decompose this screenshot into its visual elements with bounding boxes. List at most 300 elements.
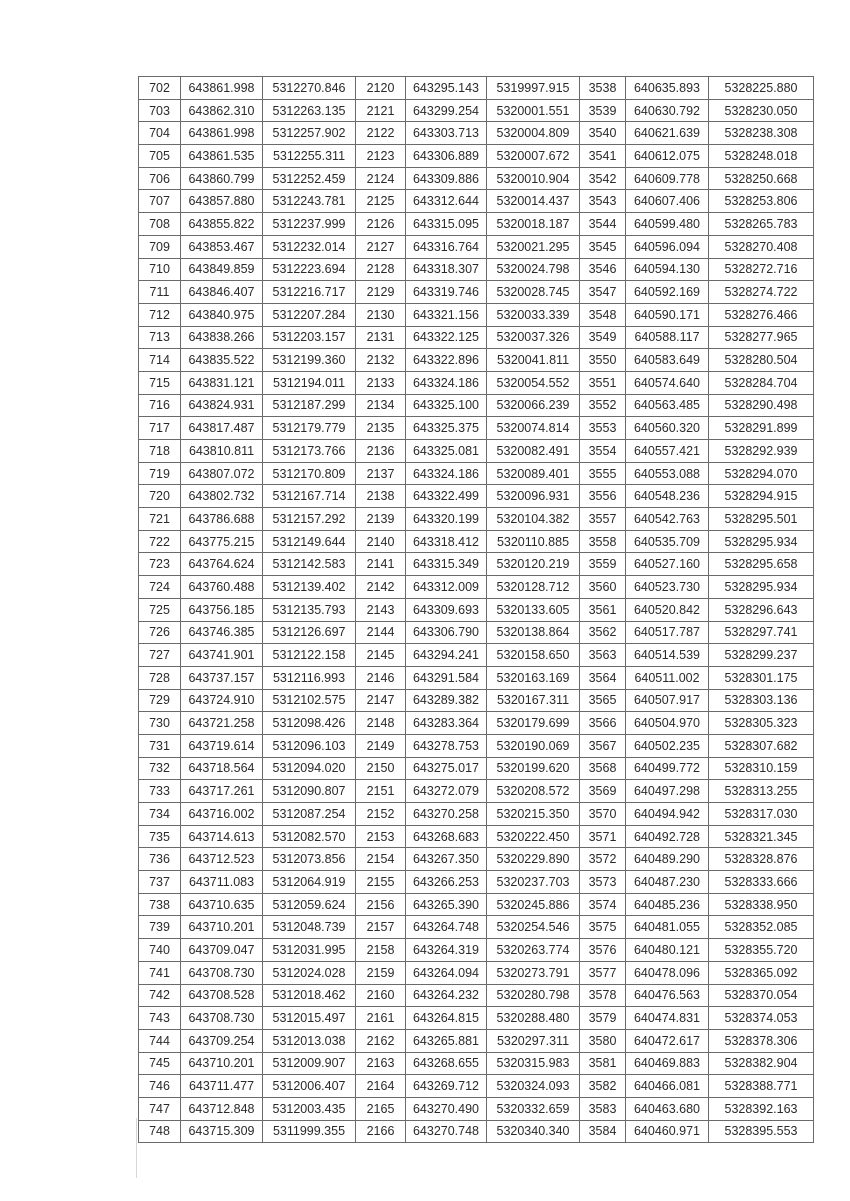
table-cell-x-3: 640514.539 [626,644,709,667]
table-cell-y-1: 5312187.299 [263,394,356,417]
table-cell-y-2: 5320324.093 [487,1075,580,1098]
table-cell-y-2: 5320096.931 [487,485,580,508]
table-cell-point-no-2: 2146 [356,666,406,689]
table-cell-y-2: 5320007.672 [487,145,580,168]
table-cell-point-no-1: 713 [139,326,181,349]
table-cell-point-no-1: 747 [139,1097,181,1120]
table-cell-x-1: 643861.998 [181,122,263,145]
table-cell-x-1: 643760.488 [181,576,263,599]
table-cell-point-no-3: 3546 [580,258,626,281]
table-cell-y-3: 5328250.668 [709,167,814,190]
table-cell-y-2: 5320010.904 [487,167,580,190]
table-cell-y-2: 5320128.712 [487,576,580,599]
table-cell-point-no-3: 3563 [580,644,626,667]
table-cell-point-no-3: 3572 [580,848,626,871]
table-cell-x-1: 643716.002 [181,803,263,826]
table-cell-point-no-2: 2163 [356,1052,406,1075]
table-cell-y-1: 5312237.999 [263,213,356,236]
table-cell-x-1: 643741.901 [181,644,263,667]
table-cell-y-2: 5320133.605 [487,598,580,621]
table-cell-point-no-2: 2165 [356,1097,406,1120]
table-cell-y-1: 5312024.028 [263,961,356,984]
table-cell-point-no-2: 2133 [356,371,406,394]
table-cell-x-1: 643710.201 [181,1052,263,1075]
table-cell-x-3: 640607.406 [626,190,709,213]
table-cell-y-2: 5320237.703 [487,871,580,894]
table-cell-x-2: 643306.790 [406,621,487,644]
table-cell-point-no-3: 3560 [580,576,626,599]
table-cell-y-3: 5328270.408 [709,235,814,258]
table-row [139,1097,814,1120]
table-cell-y-2: 5320222.450 [487,825,580,848]
table-cell-point-no-2: 2138 [356,485,406,508]
table-cell-y-2: 5320215.350 [487,803,580,826]
table-cell-point-no-1: 720 [139,485,181,508]
table-cell-point-no-3: 3580 [580,1029,626,1052]
table-row [139,848,814,871]
coordinate-table [138,76,814,1143]
table-row [139,394,814,417]
table-cell-point-no-3: 3547 [580,281,626,304]
table-row [139,780,814,803]
table-row [139,77,814,100]
table-cell-y-3: 5328305.323 [709,712,814,735]
table-cell-y-2: 5320158.650 [487,644,580,667]
table-cell-point-no-3: 3554 [580,440,626,463]
table-cell-y-1: 5312006.407 [263,1075,356,1098]
table-cell-y-1: 5312096.103 [263,734,356,757]
table-row [139,598,814,621]
table-cell-y-1: 5312116.993 [263,666,356,689]
table-cell-point-no-1: 739 [139,916,181,939]
table-cell-x-2: 643312.009 [406,576,487,599]
table-cell-point-no-3: 3551 [580,371,626,394]
table-row [139,462,814,485]
table-cell-y-3: 5328297.741 [709,621,814,644]
table-cell-point-no-3: 3538 [580,77,626,100]
table-cell-point-no-2: 2142 [356,576,406,599]
table-cell-y-2: 5320037.326 [487,326,580,349]
table-cell-y-3: 5328370.054 [709,984,814,1007]
table-cell-x-1: 643846.407 [181,281,263,304]
table-cell-y-3: 5328272.716 [709,258,814,281]
table-cell-point-no-1: 707 [139,190,181,213]
table-cell-point-no-2: 2152 [356,803,406,826]
table-cell-x-3: 640596.094 [626,235,709,258]
table-cell-x-3: 640472.617 [626,1029,709,1052]
table-cell-x-1: 643710.635 [181,893,263,916]
table-cell-x-1: 643710.201 [181,916,263,939]
table-cell-point-no-3: 3545 [580,235,626,258]
table-cell-point-no-3: 3558 [580,530,626,553]
table-cell-y-1: 5312194.011 [263,371,356,394]
table-cell-y-2: 5320163.169 [487,666,580,689]
table-cell-point-no-3: 3555 [580,462,626,485]
table-cell-point-no-3: 3539 [580,99,626,122]
table-cell-x-3: 640487.230 [626,871,709,894]
table-cell-x-3: 640574.640 [626,371,709,394]
table-cell-y-1: 5311999.355 [263,1120,356,1143]
table-cell-x-3: 640517.787 [626,621,709,644]
table-cell-y-1: 5312122.158 [263,644,356,667]
table-cell-x-2: 643283.364 [406,712,487,735]
table-cell-x-1: 643857.880 [181,190,263,213]
table-cell-point-no-1: 702 [139,77,181,100]
table-row [139,145,814,168]
table-cell-x-1: 643802.732 [181,485,263,508]
table-cell-point-no-3: 3578 [580,984,626,1007]
table-cell-x-3: 640474.831 [626,1007,709,1030]
table-cell-y-1: 5312173.766 [263,440,356,463]
table-cell-point-no-2: 2139 [356,508,406,531]
table-cell-y-3: 5328230.050 [709,99,814,122]
table-cell-point-no-2: 2128 [356,258,406,281]
table-cell-x-1: 643712.523 [181,848,263,871]
table-cell-x-2: 643265.881 [406,1029,487,1052]
table-cell-y-1: 5312135.793 [263,598,356,621]
table-cell-point-no-2: 2166 [356,1120,406,1143]
table-cell-point-no-3: 3564 [580,666,626,689]
table-cell-point-no-3: 3557 [580,508,626,531]
table-cell-point-no-3: 3541 [580,145,626,168]
table-cell-x-1: 643764.624 [181,553,263,576]
table-cell-point-no-1: 740 [139,939,181,962]
table-cell-point-no-2: 2150 [356,757,406,780]
table-cell-point-no-1: 719 [139,462,181,485]
table-cell-y-2: 5320340.340 [487,1120,580,1143]
table-cell-point-no-2: 2153 [356,825,406,848]
table-cell-x-2: 643325.375 [406,417,487,440]
table-cell-y-3: 5328392.163 [709,1097,814,1120]
table-row [139,1007,814,1030]
table-cell-y-3: 5328248.018 [709,145,814,168]
table-cell-point-no-1: 718 [139,440,181,463]
table-cell-point-no-2: 2132 [356,349,406,372]
table-cell-y-3: 5328301.175 [709,666,814,689]
table-cell-point-no-3: 3549 [580,326,626,349]
table-cell-x-2: 643264.815 [406,1007,487,1030]
table-cell-y-2: 5320120.219 [487,553,580,576]
table-cell-x-2: 643268.683 [406,825,487,848]
table-cell-y-1: 5312094.020 [263,757,356,780]
table-cell-x-1: 643709.254 [181,1029,263,1052]
table-cell-x-1: 643824.931 [181,394,263,417]
table-cell-point-no-2: 2127 [356,235,406,258]
table-cell-point-no-1: 703 [139,99,181,122]
table-cell-point-no-1: 738 [139,893,181,916]
table-cell-point-no-3: 3542 [580,167,626,190]
table-row [139,893,814,916]
table-cell-x-2: 643264.094 [406,961,487,984]
table-cell-y-1: 5312031.995 [263,939,356,962]
table-cell-point-no-1: 743 [139,1007,181,1030]
table-cell-x-3: 640476.563 [626,984,709,1007]
table-cell-x-3: 640494.942 [626,803,709,826]
table-cell-y-1: 5312252.459 [263,167,356,190]
table-cell-y-1: 5312216.717 [263,281,356,304]
table-cell-x-1: 643711.083 [181,871,263,894]
table-row [139,961,814,984]
table-cell-x-1: 643810.811 [181,440,263,463]
table-cell-x-3: 640548.236 [626,485,709,508]
table-cell-y-3: 5328276.466 [709,303,814,326]
table-cell-y-1: 5312255.311 [263,145,356,168]
table-row [139,1075,814,1098]
table-cell-y-3: 5328317.030 [709,803,814,826]
table-cell-x-3: 640592.169 [626,281,709,304]
table-cell-y-1: 5312082.570 [263,825,356,848]
table-cell-point-no-2: 2125 [356,190,406,213]
table-row [139,939,814,962]
table-cell-x-3: 640588.117 [626,326,709,349]
coordinate-table-body [139,77,814,1143]
table-cell-x-2: 643278.753 [406,734,487,757]
table-cell-x-3: 640460.971 [626,1120,709,1143]
table-cell-y-2: 5320208.572 [487,780,580,803]
table-cell-y-2: 5320199.620 [487,757,580,780]
table-cell-y-2: 5320054.552 [487,371,580,394]
table-cell-x-3: 640481.055 [626,916,709,939]
table-cell-y-3: 5328295.934 [709,530,814,553]
table-cell-y-1: 5312015.497 [263,1007,356,1030]
table-cell-point-no-2: 2158 [356,939,406,962]
table-cell-point-no-3: 3543 [580,190,626,213]
table-cell-y-1: 5312179.779 [263,417,356,440]
table-cell-point-no-1: 716 [139,394,181,417]
table-cell-point-no-1: 730 [139,712,181,735]
table-cell-point-no-2: 2137 [356,462,406,485]
table-cell-point-no-1: 727 [139,644,181,667]
table-cell-point-no-2: 2162 [356,1029,406,1052]
table-cell-y-3: 5328265.783 [709,213,814,236]
table-cell-y-2: 5320229.890 [487,848,580,871]
table-cell-point-no-3: 3561 [580,598,626,621]
table-row [139,1120,814,1143]
table-cell-point-no-1: 746 [139,1075,181,1098]
table-cell-y-1: 5312073.856 [263,848,356,871]
table-cell-point-no-2: 2151 [356,780,406,803]
table-cell-point-no-2: 2124 [356,167,406,190]
table-cell-point-no-2: 2154 [356,848,406,871]
table-cell-x-3: 640630.792 [626,99,709,122]
table-cell-y-1: 5312090.807 [263,780,356,803]
table-cell-x-2: 643268.655 [406,1052,487,1075]
table-cell-point-no-2: 2164 [356,1075,406,1098]
table-cell-x-2: 643320.199 [406,508,487,531]
table-row [139,371,814,394]
table-cell-x-2: 643264.319 [406,939,487,962]
table-cell-y-3: 5328225.880 [709,77,814,100]
table-cell-y-1: 5312018.462 [263,984,356,1007]
table-cell-y-3: 5328395.553 [709,1120,814,1143]
table-cell-x-2: 643324.186 [406,462,487,485]
table-cell-point-no-1: 714 [139,349,181,372]
table-cell-x-2: 643318.412 [406,530,487,553]
table-cell-point-no-2: 2145 [356,644,406,667]
table-cell-x-1: 643862.310 [181,99,263,122]
table-row [139,303,814,326]
table-cell-point-no-2: 2144 [356,621,406,644]
table-cell-y-3: 5328338.950 [709,893,814,916]
table-cell-x-2: 643267.350 [406,848,487,871]
table-cell-point-no-2: 2120 [356,77,406,100]
table-cell-y-1: 5312232.014 [263,235,356,258]
table-cell-x-3: 640463.680 [626,1097,709,1120]
table-cell-y-3: 5328292.939 [709,440,814,463]
table-cell-x-2: 643325.081 [406,440,487,463]
table-cell-point-no-2: 2134 [356,394,406,417]
table-row [139,621,814,644]
table-cell-point-no-1: 744 [139,1029,181,1052]
table-row [139,122,814,145]
table-cell-y-2: 5320018.187 [487,213,580,236]
table-cell-y-1: 5312207.284 [263,303,356,326]
table-cell-x-2: 643275.017 [406,757,487,780]
table-cell-x-1: 643708.528 [181,984,263,1007]
table-cell-x-1: 643711.477 [181,1075,263,1098]
table-cell-y-3: 5328378.306 [709,1029,814,1052]
table-cell-x-3: 640489.290 [626,848,709,871]
table-cell-x-2: 643269.712 [406,1075,487,1098]
table-cell-point-no-2: 2143 [356,598,406,621]
table-cell-x-3: 640612.075 [626,145,709,168]
table-row [139,666,814,689]
table-cell-x-2: 643324.186 [406,371,487,394]
table-cell-y-2: 5320245.886 [487,893,580,916]
table-cell-point-no-1: 715 [139,371,181,394]
table-row [139,508,814,531]
table-cell-y-3: 5328328.876 [709,848,814,871]
table-cell-y-1: 5312126.697 [263,621,356,644]
table-cell-x-3: 640507.917 [626,689,709,712]
table-cell-y-2: 5320104.382 [487,508,580,531]
table-cell-x-1: 643756.185 [181,598,263,621]
table-cell-x-3: 640520.842 [626,598,709,621]
table-cell-point-no-1: 734 [139,803,181,826]
table-cell-x-2: 643322.125 [406,326,487,349]
table-cell-y-1: 5312098.426 [263,712,356,735]
table-cell-x-2: 643309.886 [406,167,487,190]
table-cell-point-no-2: 2129 [356,281,406,304]
table-cell-x-3: 640557.421 [626,440,709,463]
table-row [139,326,814,349]
table-cell-point-no-1: 708 [139,213,181,236]
table-cell-y-2: 5320288.480 [487,1007,580,1030]
table-cell-x-3: 640480.121 [626,939,709,962]
table-cell-point-no-3: 3550 [580,349,626,372]
table-cell-point-no-2: 2123 [356,145,406,168]
table-cell-y-2: 5320021.295 [487,235,580,258]
table-cell-x-1: 643708.730 [181,1007,263,1030]
table-cell-x-1: 643717.261 [181,780,263,803]
table-cell-y-1: 5312170.809 [263,462,356,485]
table-cell-x-2: 643315.095 [406,213,487,236]
table-cell-x-3: 640492.728 [626,825,709,848]
table-cell-point-no-3: 3573 [580,871,626,894]
table-cell-x-2: 643291.584 [406,666,487,689]
table-row [139,258,814,281]
table-row [139,984,814,1007]
table-cell-point-no-2: 2136 [356,440,406,463]
table-cell-point-no-1: 732 [139,757,181,780]
table-cell-point-no-3: 3562 [580,621,626,644]
table-cell-point-no-2: 2122 [356,122,406,145]
table-cell-y-2: 5320024.798 [487,258,580,281]
table-cell-y-2: 5320273.791 [487,961,580,984]
table-row [139,553,814,576]
table-cell-y-2: 5320033.339 [487,303,580,326]
table-cell-y-1: 5312167.714 [263,485,356,508]
table-cell-point-no-2: 2141 [356,553,406,576]
table-cell-point-no-1: 723 [139,553,181,576]
table-cell-y-2: 5320001.551 [487,99,580,122]
table-row [139,1029,814,1052]
table-cell-x-3: 640621.639 [626,122,709,145]
table-cell-y-3: 5328303.136 [709,689,814,712]
scan-shadow [136,1118,137,1178]
table-cell-x-1: 643737.157 [181,666,263,689]
table-cell-x-1: 643746.385 [181,621,263,644]
table-cell-point-no-3: 3559 [580,553,626,576]
table-cell-point-no-1: 711 [139,281,181,304]
table-cell-x-2: 643266.253 [406,871,487,894]
table-cell-y-3: 5328388.771 [709,1075,814,1098]
table-cell-y-1: 5312223.694 [263,258,356,281]
table-cell-y-3: 5328277.965 [709,326,814,349]
table-row [139,190,814,213]
table-cell-x-3: 640590.171 [626,303,709,326]
table-cell-x-1: 643855.822 [181,213,263,236]
table-cell-y-1: 5312102.575 [263,689,356,712]
table-cell-x-1: 643718.564 [181,757,263,780]
table-cell-y-2: 5320066.239 [487,394,580,417]
table-cell-x-2: 643270.490 [406,1097,487,1120]
table-cell-point-no-2: 2140 [356,530,406,553]
table-cell-point-no-2: 2149 [356,734,406,757]
table-cell-y-3: 5328355.720 [709,939,814,962]
table-cell-x-3: 640485.236 [626,893,709,916]
table-cell-point-no-2: 2126 [356,213,406,236]
table-cell-y-2: 5320138.864 [487,621,580,644]
table-cell-point-no-2: 2161 [356,1007,406,1030]
table-cell-point-no-1: 745 [139,1052,181,1075]
table-cell-y-3: 5328374.053 [709,1007,814,1030]
table-cell-x-3: 640499.772 [626,757,709,780]
table-cell-y-2: 5320004.809 [487,122,580,145]
table-cell-y-3: 5328321.345 [709,825,814,848]
table-cell-point-no-1: 704 [139,122,181,145]
table-cell-point-no-3: 3552 [580,394,626,417]
table-cell-y-1: 5312013.038 [263,1029,356,1052]
table-cell-y-3: 5328299.237 [709,644,814,667]
table-cell-point-no-2: 2121 [356,99,406,122]
table-row [139,734,814,757]
table-row [139,576,814,599]
table-cell-point-no-3: 3575 [580,916,626,939]
table-cell-y-3: 5328365.092 [709,961,814,984]
table-cell-x-1: 643786.688 [181,508,263,531]
table-cell-point-no-3: 3568 [580,757,626,780]
table-cell-y-3: 5328352.085 [709,916,814,939]
table-cell-y-1: 5312199.360 [263,349,356,372]
table-cell-point-no-3: 3576 [580,939,626,962]
table-cell-x-3: 640583.649 [626,349,709,372]
table-cell-point-no-1: 726 [139,621,181,644]
table-row [139,440,814,463]
table-cell-y-2: 5320297.311 [487,1029,580,1052]
table-cell-y-3: 5328294.070 [709,462,814,485]
table-row [139,689,814,712]
